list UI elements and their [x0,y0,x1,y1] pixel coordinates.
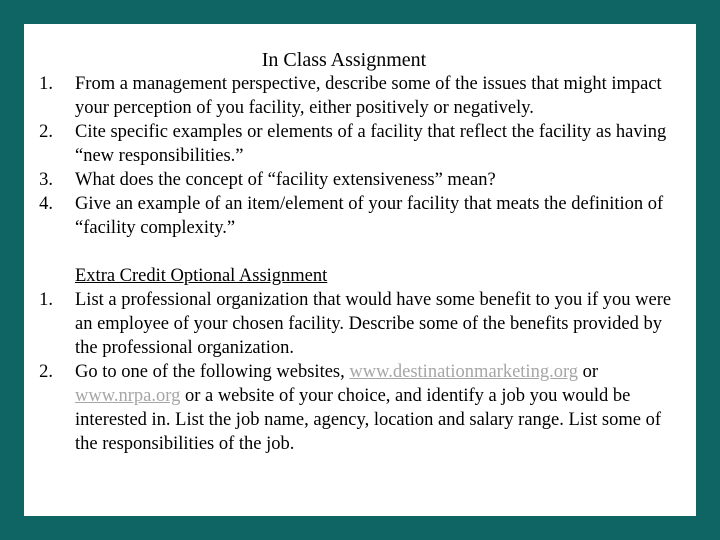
slide-title: In Class Assignment [261,49,427,71]
item-number: 2. [39,122,53,142]
extra-credit-heading: Extra Credit Optional Assignment [75,266,328,286]
item-number: 1. [39,290,53,310]
slide [24,24,696,516]
item-number: 4. [39,194,53,214]
item-number: 1. [39,74,53,94]
list-item [24,120,696,168]
item-text: List a professional organization that would have some benefit to you if you were an employee of your chosen facility. Describe some of the benefits provided by the professional organization. [75,290,672,358]
item-number: 3. [39,170,53,190]
list-item [24,168,696,192]
list-item [24,288,696,360]
item-text: What does the concept of “facility extensiveness” mean? [75,170,496,190]
item-text: Cite specific examples or elements of a facility that reflect the facility as having “new responsibilities.” [75,122,667,166]
destination-marketing-link[interactable]: www.destinationmarketing.org [349,362,579,382]
assignment-list [24,72,696,240]
list-item [24,192,696,240]
item-text-middle: or [578,362,599,382]
item-text: Give an example of an item/element of your facility that meats the definition of “facility complexity.” [75,194,664,238]
item-text-before: Go to one of the following websites, [75,362,350,382]
extra-credit-list [24,288,696,456]
item-number: 2. [39,362,53,382]
item-text-after: or a website of your choice, and identify a job you would be interested in. List the job name, agency, location and salary range. List some of the responsibilities of the job. [75,386,661,454]
list-item [24,72,696,120]
nrpa-link[interactable]: www.nrpa.org [75,386,181,406]
item-text: From a management perspective, describe some of the issues that might impact your perception of you facility, either positively or negatively. [75,74,662,118]
list-item [24,360,696,456]
